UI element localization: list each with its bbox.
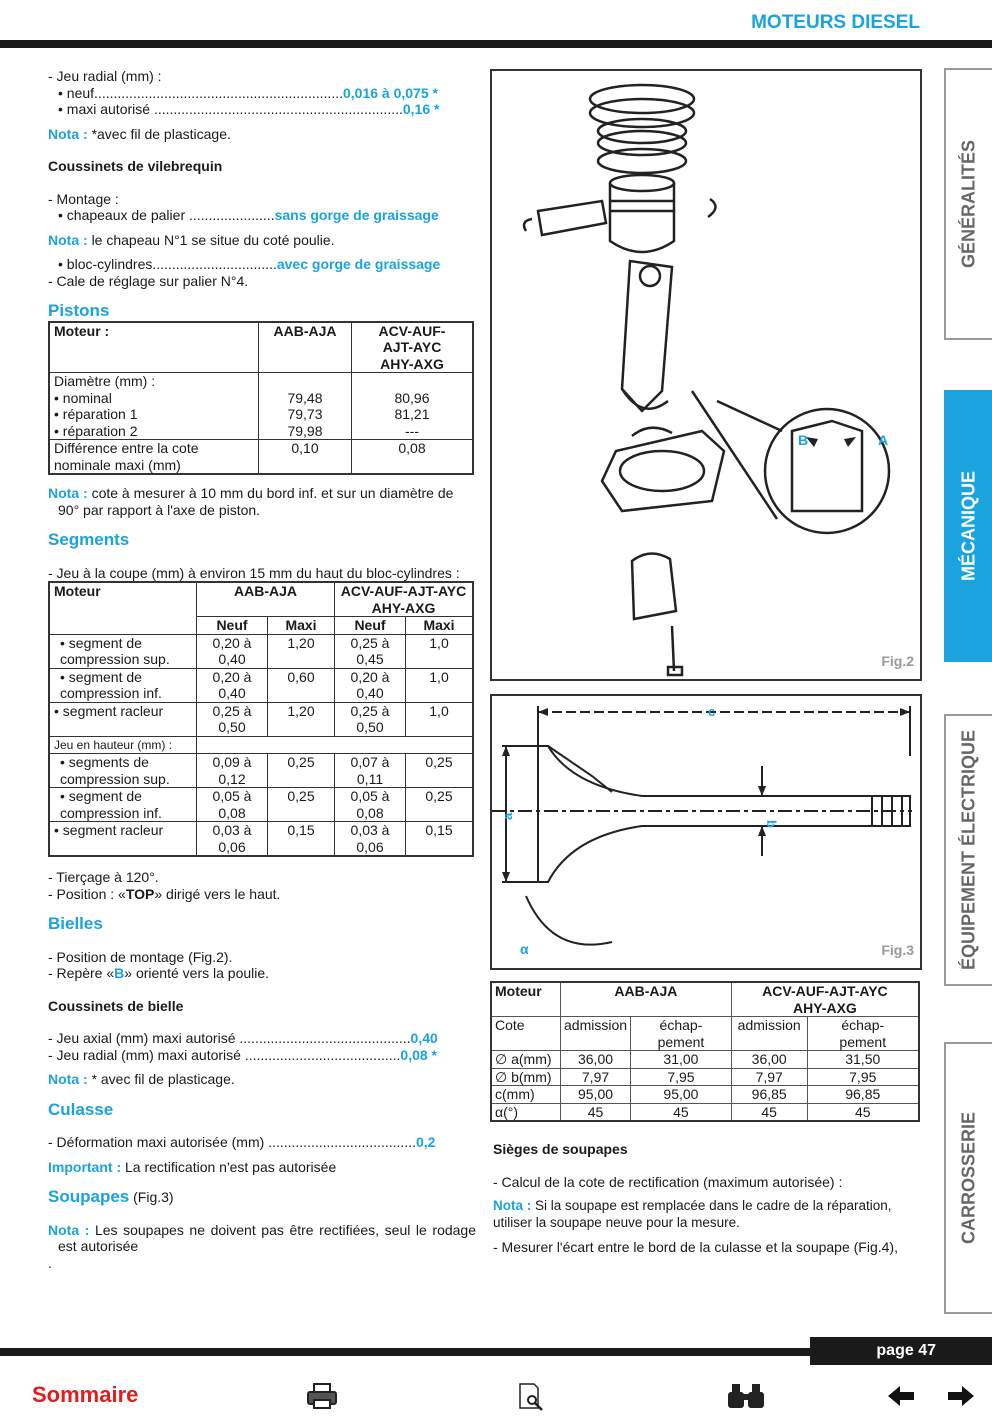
pistons-title: Pistons	[48, 301, 110, 320]
tiercage: - Tierçage à 120°.	[48, 869, 159, 885]
valve-value: 45	[731, 1103, 807, 1121]
chapeaux-palier: • chapeaux de palier ......................sans gorge de graissage	[58, 207, 439, 223]
pistons-diff-acv: 0,08	[398, 440, 426, 456]
segment-label: • segment racleur	[49, 702, 197, 736]
valve-h-adm: admission	[561, 1017, 631, 1051]
jeu-radial-neuf: • neuf................................................................0,016 à 0,075 *	[58, 84, 438, 101]
calcul-cote: - Calcul de la cote de rectification (maximum autorisée) :	[493, 1173, 843, 1190]
segment-value: 0,15	[425, 822, 453, 838]
header-bar	[0, 40, 992, 48]
segment-value: 0,25 à 0,45	[335, 634, 406, 668]
segment-value: 0,20 à 0,40	[197, 634, 268, 668]
table-row	[49, 822, 473, 857]
table-row	[491, 1086, 919, 1104]
bloc-cylindres: • bloc-cylindres................................avec gorge de graissage	[58, 256, 441, 272]
segments-h-maxi: Maxi	[268, 617, 335, 635]
valve-dimensions-table-wrap	[490, 981, 920, 1122]
valve-h-aab: AAB-AJA	[561, 982, 732, 1017]
label-b: B	[798, 432, 809, 448]
sommaire-link[interactable]: Sommaire	[32, 1382, 139, 1407]
pistons-h-moteur: Moteur :	[49, 322, 259, 373]
repere-b: - Repère «B» orienté vers la poulie.	[48, 965, 270, 981]
pistons-difference: Différence entre la cote nominale maxi (mm)	[49, 440, 259, 475]
segment-value: 1,0	[429, 668, 449, 685]
valve-value: 7,95	[631, 1068, 732, 1086]
nota-plasticage: Nota : *avec fil de plasticage.	[48, 125, 231, 142]
soupapes-title: Soupapes (Fig.3)	[48, 1187, 174, 1206]
segment-value: 0,20 à 0,40	[335, 668, 406, 702]
piston-assembly-drawing	[492, 71, 920, 679]
nota-bielle: Nota : * avec fil de plasticage.	[48, 1071, 235, 1087]
valve-value: 7,97	[731, 1068, 807, 1086]
segment-value: 0,03 à 0,06	[197, 822, 268, 857]
valve-drawing	[492, 696, 920, 968]
tab-label: GÉNÉRALITÉS	[958, 139, 979, 269]
section-title: MOTEURS DIESEL	[751, 12, 920, 33]
nota-chapeau: Nota : le chapeau N°1 se situe du coté poulie.	[48, 231, 335, 248]
table-row	[49, 788, 473, 822]
segment-value: 1,0	[429, 702, 449, 719]
montage-label: - Montage :	[48, 190, 119, 207]
table-row	[491, 1068, 919, 1086]
nota-soupapes: Nota : Les soupapes ne doivent pas être rectifiées, seul le rodage est autorisée	[48, 1221, 476, 1254]
label-a: A	[878, 432, 889, 448]
segments-table	[48, 581, 474, 857]
tab-equipement-electrique[interactable]	[944, 714, 992, 986]
valve-h-ech: échap-pement	[631, 1017, 732, 1051]
table-row	[49, 754, 473, 788]
search-page-icon[interactable]	[516, 1382, 546, 1417]
left-column	[48, 68, 476, 1271]
valve-row-label: ∅ a(mm)	[491, 1051, 561, 1069]
valve-value: 31,00	[631, 1051, 732, 1069]
segment-value: 1,20	[268, 634, 335, 668]
figure-2-piston-assembly	[490, 69, 922, 681]
binoculars-icon[interactable]	[726, 1382, 766, 1415]
valve-value: 95,00	[631, 1086, 732, 1104]
alpha-label: α	[520, 941, 529, 957]
trailing-dot: .	[48, 1254, 52, 1271]
valve-value: 95,00	[561, 1086, 631, 1104]
jeu-axial: - Jeu axial (mm) maxi autorisé ............................................0,40	[48, 1030, 438, 1046]
segments-h-neuf: Neuf	[197, 617, 268, 635]
segment-label: • segment de compression inf.	[49, 668, 197, 702]
valve-h-adm: admission	[731, 1017, 807, 1051]
jeu-radial-bielle: - Jeu radial (mm) maxi autorisé ........................................0,08 *	[48, 1046, 438, 1063]
tab-label: MÉCANIQUE	[958, 470, 979, 582]
print-icon[interactable]	[306, 1382, 338, 1415]
dim-a: a	[500, 812, 515, 820]
segment-value: 0,60	[268, 668, 335, 702]
valve-value: 7,95	[807, 1068, 919, 1086]
table-row	[49, 702, 473, 736]
table-row	[491, 1051, 919, 1069]
segments-h-aab: AAB-AJA	[197, 582, 335, 617]
segments-intro: - Jeu à la coupe (mm) à environ 15 mm du haut du bloc-cylindres :	[48, 564, 460, 581]
segment-label: • segment de compression sup.	[49, 634, 197, 668]
valve-value: 96,85	[731, 1086, 807, 1104]
segment-label: • segment racleur	[49, 822, 197, 857]
position-top: - Position : «TOP» dirigé vers le haut.	[48, 885, 281, 902]
fig2-label: Fig.2	[881, 653, 914, 669]
fig3-label: Fig.3	[881, 942, 914, 958]
tab-mecanique[interactable]	[944, 390, 992, 662]
table-row	[491, 1103, 919, 1121]
sieges-section	[493, 1141, 917, 1256]
nota-pistons: Nota : cote à mesurer à 10 mm du bord inf. et sur un diamètre de 90° par rapport à l'axe de piston.	[48, 485, 454, 518]
valve-value: 36,00	[731, 1051, 807, 1069]
segments-h-maxi: Maxi	[423, 617, 455, 633]
pistons-values-aab: 79,48 79,73 79,98	[259, 373, 352, 440]
segment-value: 0,25	[425, 788, 453, 804]
valve-h-moteur: Moteur	[491, 982, 561, 1017]
jeu-hauteur-label: Jeu en hauteur (mm) :	[49, 736, 197, 754]
tab-carrosserie[interactable]	[944, 1042, 992, 1314]
tab-label: ÉQUIPEMENT ÉLECTRIQUE	[958, 729, 979, 971]
important-culasse: Important : La rectification n'est pas autorisée	[48, 1158, 337, 1175]
segment-label: • segment de compression inf.	[49, 788, 197, 822]
segments-h-neuf: Neuf	[335, 617, 406, 635]
position-montage: - Position de montage (Fig.2).	[48, 948, 233, 965]
nota-sieges: Nota : Si la soupape est remplacée dans le cadre de la réparation, utiliser la soupape neuve pour la mesure.	[493, 1198, 892, 1230]
tab-label: CARROSSERIE	[958, 1111, 979, 1245]
dim-b: b	[764, 820, 779, 828]
pistons-diff-aab: 0,10	[259, 440, 352, 475]
bielles-title: Bielles	[48, 914, 103, 933]
jeu-radial-title: - Jeu radial (mm) :	[48, 68, 162, 84]
segment-value: 0,07 à 0,11	[335, 754, 406, 788]
segments-title: Segments	[48, 530, 130, 549]
previous-page-icon[interactable]	[886, 1384, 916, 1413]
page-number: page 47	[876, 1342, 936, 1359]
valve-row-label: α(°)	[491, 1103, 561, 1121]
coussinets-vilebrequin-title: Coussinets de vilebrequin	[48, 158, 223, 174]
segment-value: 0,20 à 0,40	[197, 668, 268, 702]
valve-value: 45	[631, 1103, 732, 1121]
figure-3-valve	[490, 694, 922, 970]
valve-value: 45	[807, 1103, 919, 1121]
jeu-radial-maxi: • maxi autorisé ................................................................0,16 *	[58, 101, 440, 117]
pistons-diametre: Diamètre (mm) : • nominal • réparation 1 • réparation 2	[49, 373, 259, 440]
valve-value: 31,50	[807, 1051, 919, 1069]
coussinets-bielle-title: Coussinets de bielle	[48, 997, 184, 1014]
valve-h-cote: Cote	[491, 1017, 561, 1051]
segment-value: 0,15	[268, 822, 335, 857]
valve-dimensions-table	[490, 981, 920, 1122]
dim-c: c	[708, 704, 716, 719]
next-page-icon[interactable]	[946, 1384, 976, 1413]
pistons-table	[48, 321, 474, 476]
table-row	[49, 668, 473, 702]
segments-h-moteur: Moteur	[49, 582, 197, 634]
table-row	[49, 634, 473, 668]
tab-generalites[interactable]	[944, 68, 992, 340]
pistons-h-aab: AAB-AJA	[259, 322, 352, 373]
cale-reglage: - Cale de réglage sur palier N°4.	[48, 272, 249, 289]
segment-value: 0,03 à 0,06	[335, 822, 406, 857]
segment-value: 0,05 à 0,08	[335, 788, 406, 822]
segment-value: 0,25 à 0,50	[335, 702, 406, 736]
segments-h-acv: ACV-AUF-AJT-AYC AHY-AXG	[335, 582, 474, 617]
valve-value: 36,00	[561, 1051, 631, 1069]
mesurer-ecart: - Mesurer l'écart entre le bord de la culasse et la soupape (Fig.4),	[493, 1239, 898, 1255]
segment-value: 0,25 à 0,50	[197, 702, 268, 736]
valve-h-ech: échap-pement	[807, 1017, 919, 1051]
segment-value: 0,25	[425, 754, 453, 770]
sieges-title: Sièges de soupapes	[493, 1141, 628, 1157]
page-number-box	[810, 1337, 992, 1365]
segment-value: 0,25	[268, 754, 335, 788]
segment-value: 0,25	[268, 788, 335, 822]
segment-value: 0,09 à 0,12	[197, 754, 268, 788]
segment-value: 0,05 à 0,08	[197, 788, 268, 822]
valve-value: 96,85	[807, 1086, 919, 1104]
valve-row-label: c(mm)	[491, 1086, 561, 1104]
deformation: - Déformation maxi autorisée (mm) ......................................0,2	[48, 1134, 436, 1150]
segment-label: • segments de compression sup.	[49, 754, 197, 788]
pistons-values-acv: 80,96 81,21 ---	[394, 389, 430, 439]
valve-value: 7,97	[561, 1068, 631, 1086]
valve-h-acv: ACV-AUF-AJT-AYC AHY-AXG	[731, 982, 919, 1017]
valve-value: 45	[561, 1103, 631, 1121]
culasse-title: Culasse	[48, 1099, 114, 1119]
segment-value: 1,0	[429, 634, 449, 651]
segment-value: 1,20	[268, 702, 335, 736]
pistons-h-acv: ACV-AUF-AJT-AYC AHY-AXG	[378, 322, 446, 372]
valve-row-label: ∅ b(mm)	[491, 1068, 561, 1086]
